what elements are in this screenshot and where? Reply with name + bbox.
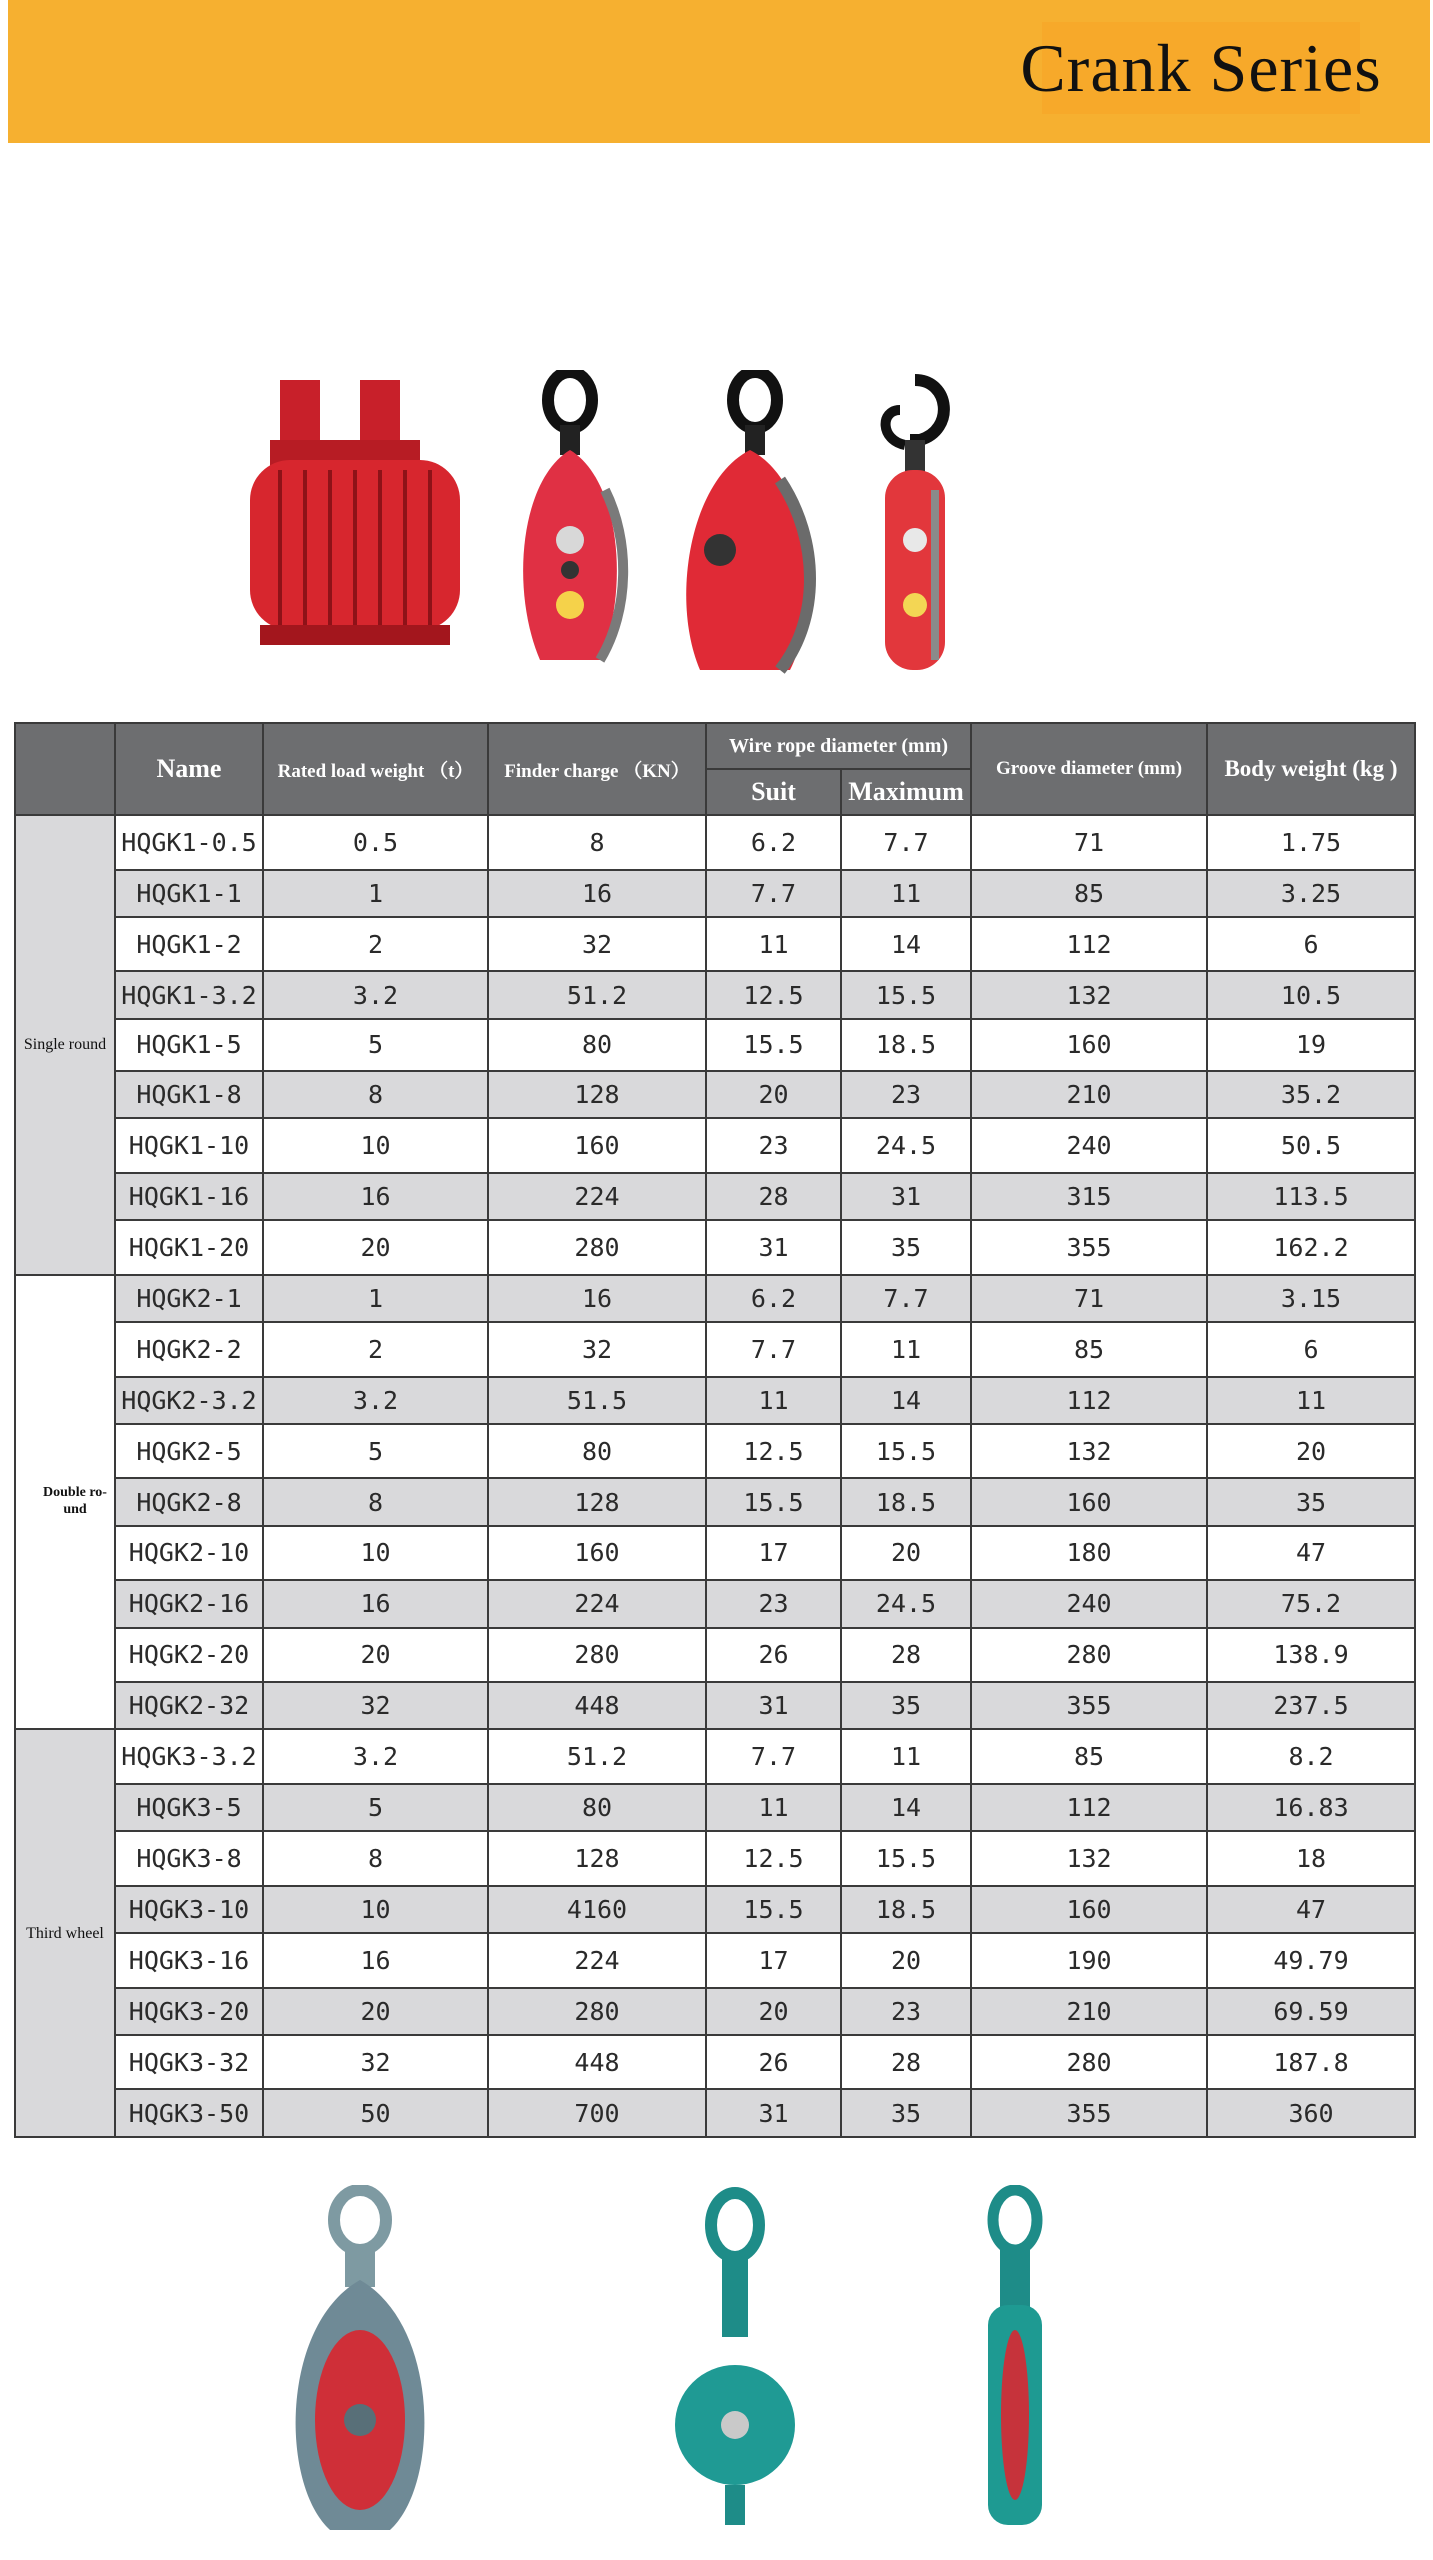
table-row bbox=[15, 1988, 1415, 2035]
table-row bbox=[15, 1933, 1415, 1988]
suit-cell: 20 bbox=[706, 1071, 841, 1118]
groove-cell: 160 bbox=[971, 1478, 1207, 1525]
body-weight-cell: 360 bbox=[1207, 2089, 1415, 2137]
finder-charge-cell: 700 bbox=[488, 2089, 706, 2137]
rated-load-cell: 5 bbox=[263, 1019, 488, 1071]
groove-cell: 71 bbox=[971, 815, 1207, 870]
table-row bbox=[15, 1118, 1415, 1173]
model-name-cell: HQGK3-50 bbox=[115, 2089, 263, 2137]
table-row bbox=[15, 1220, 1415, 1275]
green-pulley-front-image bbox=[670, 2185, 800, 2540]
rated-load-cell: 8 bbox=[263, 1478, 488, 1525]
model-name-cell: HQGK3-32 bbox=[115, 2035, 263, 2090]
maximum-cell: 35 bbox=[841, 2089, 971, 2137]
groove-cell: 132 bbox=[971, 1424, 1207, 1479]
maximum-cell: 11 bbox=[841, 870, 971, 917]
table-row bbox=[15, 1886, 1415, 1933]
finder-charge-cell: 224 bbox=[488, 1933, 706, 1988]
groove-cell: 210 bbox=[971, 1071, 1207, 1118]
model-name-cell: HQGK2-3.2 bbox=[115, 1377, 263, 1424]
header-body-weight: Body weight (kg ) bbox=[1207, 723, 1415, 815]
rated-load-cell: 16 bbox=[263, 1933, 488, 1988]
finder-charge-cell: 128 bbox=[488, 1478, 706, 1525]
body-weight-cell: 75.2 bbox=[1207, 1580, 1415, 1627]
header-maximum: Maximum bbox=[841, 769, 971, 815]
finder-charge-cell: 160 bbox=[488, 1526, 706, 1581]
table-row bbox=[15, 1831, 1415, 1886]
maximum-cell: 11 bbox=[841, 1322, 971, 1377]
model-name-cell: HQGK1-10 bbox=[115, 1118, 263, 1173]
model-name-cell: HQGK2-16 bbox=[115, 1580, 263, 1627]
finder-charge-cell: 80 bbox=[488, 1019, 706, 1071]
bottom-product-images bbox=[270, 2185, 1070, 2540]
suit-cell: 31 bbox=[706, 1220, 841, 1275]
finder-charge-cell: 160 bbox=[488, 1118, 706, 1173]
table-row bbox=[15, 1682, 1415, 1729]
grey-pulley-image bbox=[270, 2185, 450, 2540]
maximum-cell: 15.5 bbox=[841, 971, 971, 1018]
finder-charge-cell: 32 bbox=[488, 1322, 706, 1377]
suit-cell: 26 bbox=[706, 1628, 841, 1683]
header-name: Name bbox=[115, 723, 263, 815]
table-row bbox=[15, 1424, 1415, 1479]
groove-cell: 315 bbox=[971, 1173, 1207, 1220]
suit-cell: 17 bbox=[706, 1526, 841, 1581]
header-wire-rope: Wire rope diameter (mm) bbox=[706, 723, 971, 769]
header-corner bbox=[15, 723, 115, 815]
groove-cell: 355 bbox=[971, 1682, 1207, 1729]
maximum-cell: 14 bbox=[841, 917, 971, 972]
body-weight-cell: 18 bbox=[1207, 1831, 1415, 1886]
rated-load-cell: 20 bbox=[263, 1628, 488, 1683]
groove-cell: 160 bbox=[971, 1886, 1207, 1933]
finder-charge-cell: 51.2 bbox=[488, 971, 706, 1018]
suit-cell: 17 bbox=[706, 1933, 841, 1988]
rated-load-cell: 1 bbox=[263, 1275, 488, 1322]
suit-cell: 12.5 bbox=[706, 971, 841, 1018]
header-banner bbox=[8, 0, 1430, 143]
body-weight-cell: 50.5 bbox=[1207, 1118, 1415, 1173]
finder-charge-cell: 16 bbox=[488, 1275, 706, 1322]
finder-charge-cell: 448 bbox=[488, 2035, 706, 2090]
groove-cell: 240 bbox=[971, 1118, 1207, 1173]
table-row bbox=[15, 815, 1415, 870]
groove-cell: 355 bbox=[971, 2089, 1207, 2137]
suit-cell: 11 bbox=[706, 1784, 841, 1831]
maximum-cell: 23 bbox=[841, 1071, 971, 1118]
body-weight-cell: 35.2 bbox=[1207, 1071, 1415, 1118]
top-product-images bbox=[240, 370, 1000, 690]
finder-charge-cell: 448 bbox=[488, 1682, 706, 1729]
body-weight-cell: 6 bbox=[1207, 1322, 1415, 1377]
maximum-cell: 7.7 bbox=[841, 1275, 971, 1322]
maximum-cell: 14 bbox=[841, 1784, 971, 1831]
body-weight-cell: 49.79 bbox=[1207, 1933, 1415, 1988]
body-weight-cell: 47 bbox=[1207, 1526, 1415, 1581]
groove-cell: 210 bbox=[971, 1988, 1207, 2035]
category-third: Third wheel bbox=[15, 1729, 115, 2137]
body-weight-cell: 11 bbox=[1207, 1377, 1415, 1424]
model-name-cell: HQGK2-5 bbox=[115, 1424, 263, 1479]
rated-load-cell: 3.2 bbox=[263, 1377, 488, 1424]
body-weight-cell: 1.75 bbox=[1207, 815, 1415, 870]
groove-cell: 180 bbox=[971, 1526, 1207, 1581]
finder-charge-cell: 32 bbox=[488, 917, 706, 972]
model-name-cell: HQGK2-8 bbox=[115, 1478, 263, 1525]
suit-cell: 15.5 bbox=[706, 1478, 841, 1525]
maximum-cell: 15.5 bbox=[841, 1424, 971, 1479]
body-weight-cell: 113.5 bbox=[1207, 1173, 1415, 1220]
suit-cell: 31 bbox=[706, 2089, 841, 2137]
finder-charge-cell: 280 bbox=[488, 1628, 706, 1683]
suit-cell: 7.7 bbox=[706, 1322, 841, 1377]
finder-charge-cell: 51.5 bbox=[488, 1377, 706, 1424]
model-name-cell: HQGK1-0.5 bbox=[115, 815, 263, 870]
body-weight-cell: 3.25 bbox=[1207, 870, 1415, 917]
specification-table bbox=[14, 722, 1416, 2138]
body-weight-cell: 10.5 bbox=[1207, 971, 1415, 1018]
body-weight-cell: 162.2 bbox=[1207, 1220, 1415, 1275]
body-weight-cell: 237.5 bbox=[1207, 1682, 1415, 1729]
model-name-cell: HQGK2-10 bbox=[115, 1526, 263, 1581]
groove-cell: 132 bbox=[971, 1831, 1207, 1886]
maximum-cell: 20 bbox=[841, 1933, 971, 1988]
rated-load-cell: 32 bbox=[263, 1682, 488, 1729]
double-pulley-image bbox=[660, 370, 830, 690]
rated-load-cell: 2 bbox=[263, 1322, 488, 1377]
page-title: Crank Series bbox=[1020, 29, 1382, 106]
finder-charge-cell: 80 bbox=[488, 1784, 706, 1831]
rated-load-cell: 5 bbox=[263, 1784, 488, 1831]
groove-cell: 132 bbox=[971, 971, 1207, 1018]
model-name-cell: HQGK2-32 bbox=[115, 1682, 263, 1729]
finder-charge-cell: 280 bbox=[488, 1988, 706, 2035]
finder-charge-cell: 280 bbox=[488, 1220, 706, 1275]
table-row bbox=[15, 1729, 1415, 1784]
table-row bbox=[15, 2089, 1415, 2137]
suit-cell: 15.5 bbox=[706, 1019, 841, 1071]
table-row bbox=[15, 1784, 1415, 1831]
model-name-cell: HQGK1-2 bbox=[115, 917, 263, 972]
table-row bbox=[15, 2035, 1415, 2090]
suit-cell: 26 bbox=[706, 2035, 841, 2090]
rated-load-cell: 32 bbox=[263, 2035, 488, 2090]
groove-cell: 85 bbox=[971, 870, 1207, 917]
body-weight-cell: 69.59 bbox=[1207, 1988, 1415, 2035]
suit-cell: 23 bbox=[706, 1118, 841, 1173]
table-row bbox=[15, 1071, 1415, 1118]
maximum-cell: 18.5 bbox=[841, 1478, 971, 1525]
groove-cell: 355 bbox=[971, 1220, 1207, 1275]
multi-sheave-pulley-image bbox=[240, 370, 480, 690]
table-row bbox=[15, 1322, 1415, 1377]
maximum-cell: 35 bbox=[841, 1220, 971, 1275]
maximum-cell: 18.5 bbox=[841, 1019, 971, 1071]
finder-charge-cell: 8 bbox=[488, 815, 706, 870]
rated-load-cell: 20 bbox=[263, 1988, 488, 2035]
finder-charge-cell: 51.2 bbox=[488, 1729, 706, 1784]
groove-cell: 85 bbox=[971, 1729, 1207, 1784]
model-name-cell: HQGK3-8 bbox=[115, 1831, 263, 1886]
header-groove: Groove diameter (mm) bbox=[971, 723, 1207, 815]
model-name-cell: HQGK2-1 bbox=[115, 1275, 263, 1322]
finder-charge-cell: 128 bbox=[488, 1071, 706, 1118]
suit-cell: 11 bbox=[706, 1377, 841, 1424]
body-weight-cell: 20 bbox=[1207, 1424, 1415, 1479]
model-name-cell: HQGK3-10 bbox=[115, 1886, 263, 1933]
model-name-cell: HQGK1-16 bbox=[115, 1173, 263, 1220]
groove-cell: 280 bbox=[971, 2035, 1207, 2090]
rated-load-cell: 50 bbox=[263, 2089, 488, 2137]
table-row bbox=[15, 917, 1415, 972]
hook-pulley-image bbox=[860, 370, 970, 690]
rated-load-cell: 20 bbox=[263, 1220, 488, 1275]
header-finder-charge: Finder charge （KN） bbox=[488, 723, 706, 815]
table-row bbox=[15, 1019, 1415, 1071]
rated-load-cell: 3.2 bbox=[263, 971, 488, 1018]
groove-cell: 112 bbox=[971, 1784, 1207, 1831]
body-weight-cell: 187.8 bbox=[1207, 2035, 1415, 2090]
rated-load-cell: 3.2 bbox=[263, 1729, 488, 1784]
table-row bbox=[15, 870, 1415, 917]
rated-load-cell: 5 bbox=[263, 1424, 488, 1479]
maximum-cell: 35 bbox=[841, 1682, 971, 1729]
model-name-cell: HQGK2-2 bbox=[115, 1322, 263, 1377]
finder-charge-cell: 4160 bbox=[488, 1886, 706, 1933]
maximum-cell: 14 bbox=[841, 1377, 971, 1424]
suit-cell: 12.5 bbox=[706, 1831, 841, 1886]
finder-charge-cell: 16 bbox=[488, 870, 706, 917]
table-row bbox=[15, 1275, 1415, 1322]
groove-cell: 85 bbox=[971, 1322, 1207, 1377]
suit-cell: 23 bbox=[706, 1580, 841, 1627]
suit-cell: 15.5 bbox=[706, 1886, 841, 1933]
rated-load-cell: 1 bbox=[263, 870, 488, 917]
maximum-cell: 24.5 bbox=[841, 1118, 971, 1173]
body-weight-cell: 8.2 bbox=[1207, 1729, 1415, 1784]
model-name-cell: HQGK3-20 bbox=[115, 1988, 263, 2035]
suit-cell: 7.7 bbox=[706, 870, 841, 917]
maximum-cell: 18.5 bbox=[841, 1886, 971, 1933]
model-name-cell: HQGK1-1 bbox=[115, 870, 263, 917]
groove-cell: 280 bbox=[971, 1628, 1207, 1683]
groove-cell: 112 bbox=[971, 917, 1207, 972]
single-pulley-image bbox=[500, 370, 640, 690]
body-weight-cell: 6 bbox=[1207, 917, 1415, 972]
suit-cell: 12.5 bbox=[706, 1424, 841, 1479]
suit-cell: 28 bbox=[706, 1173, 841, 1220]
category-double: Double ro-und bbox=[15, 1275, 115, 1730]
green-pulley-side-image bbox=[960, 2185, 1070, 2540]
groove-cell: 71 bbox=[971, 1275, 1207, 1322]
table-row bbox=[15, 1377, 1415, 1424]
model-name-cell: HQGK3-5 bbox=[115, 1784, 263, 1831]
suit-cell: 6.2 bbox=[706, 815, 841, 870]
suit-cell: 7.7 bbox=[706, 1729, 841, 1784]
table-row bbox=[15, 1580, 1415, 1627]
category-single: Single round bbox=[15, 815, 115, 1275]
groove-cell: 240 bbox=[971, 1580, 1207, 1627]
suit-cell: 6.2 bbox=[706, 1275, 841, 1322]
model-name-cell: HQGK1-5 bbox=[115, 1019, 263, 1071]
rated-load-cell: 10 bbox=[263, 1118, 488, 1173]
rated-load-cell: 16 bbox=[263, 1580, 488, 1627]
table-row bbox=[15, 1628, 1415, 1683]
groove-cell: 160 bbox=[971, 1019, 1207, 1071]
suit-cell: 20 bbox=[706, 1988, 841, 2035]
body-weight-cell: 35 bbox=[1207, 1478, 1415, 1525]
finder-charge-cell: 80 bbox=[488, 1424, 706, 1479]
maximum-cell: 28 bbox=[841, 1628, 971, 1683]
maximum-cell: 15.5 bbox=[841, 1831, 971, 1886]
header-rated-load: Rated load weight （t） bbox=[263, 723, 488, 815]
table-row bbox=[15, 1526, 1415, 1581]
model-name-cell: HQGK1-20 bbox=[115, 1220, 263, 1275]
body-weight-cell: 138.9 bbox=[1207, 1628, 1415, 1683]
title-box bbox=[1020, 22, 1382, 114]
finder-charge-cell: 224 bbox=[488, 1173, 706, 1220]
body-weight-cell: 19 bbox=[1207, 1019, 1415, 1071]
table-row bbox=[15, 971, 1415, 1018]
maximum-cell: 31 bbox=[841, 1173, 971, 1220]
model-name-cell: HQGK1-8 bbox=[115, 1071, 263, 1118]
maximum-cell: 7.7 bbox=[841, 815, 971, 870]
suit-cell: 11 bbox=[706, 917, 841, 972]
finder-charge-cell: 128 bbox=[488, 1831, 706, 1886]
maximum-cell: 24.5 bbox=[841, 1580, 971, 1627]
maximum-cell: 23 bbox=[841, 1988, 971, 2035]
table-row bbox=[15, 1173, 1415, 1220]
body-weight-cell: 47 bbox=[1207, 1886, 1415, 1933]
table-row bbox=[15, 1478, 1415, 1525]
rated-load-cell: 16 bbox=[263, 1173, 488, 1220]
body-weight-cell: 3.15 bbox=[1207, 1275, 1415, 1322]
model-name-cell: HQGK3-3.2 bbox=[115, 1729, 263, 1784]
model-name-cell: HQGK3-16 bbox=[115, 1933, 263, 1988]
rated-load-cell: 0.5 bbox=[263, 815, 488, 870]
rated-load-cell: 10 bbox=[263, 1886, 488, 1933]
suit-cell: 31 bbox=[706, 1682, 841, 1729]
finder-charge-cell: 224 bbox=[488, 1580, 706, 1627]
maximum-cell: 11 bbox=[841, 1729, 971, 1784]
rated-load-cell: 8 bbox=[263, 1831, 488, 1886]
model-name-cell: HQGK2-20 bbox=[115, 1628, 263, 1683]
maximum-cell: 20 bbox=[841, 1526, 971, 1581]
groove-cell: 112 bbox=[971, 1377, 1207, 1424]
groove-cell: 190 bbox=[971, 1933, 1207, 1988]
rated-load-cell: 8 bbox=[263, 1071, 488, 1118]
rated-load-cell: 10 bbox=[263, 1526, 488, 1581]
model-name-cell: HQGK1-3.2 bbox=[115, 971, 263, 1018]
body-weight-cell: 16.83 bbox=[1207, 1784, 1415, 1831]
rated-load-cell: 2 bbox=[263, 917, 488, 972]
header-suit: Suit bbox=[706, 769, 841, 815]
maximum-cell: 28 bbox=[841, 2035, 971, 2090]
